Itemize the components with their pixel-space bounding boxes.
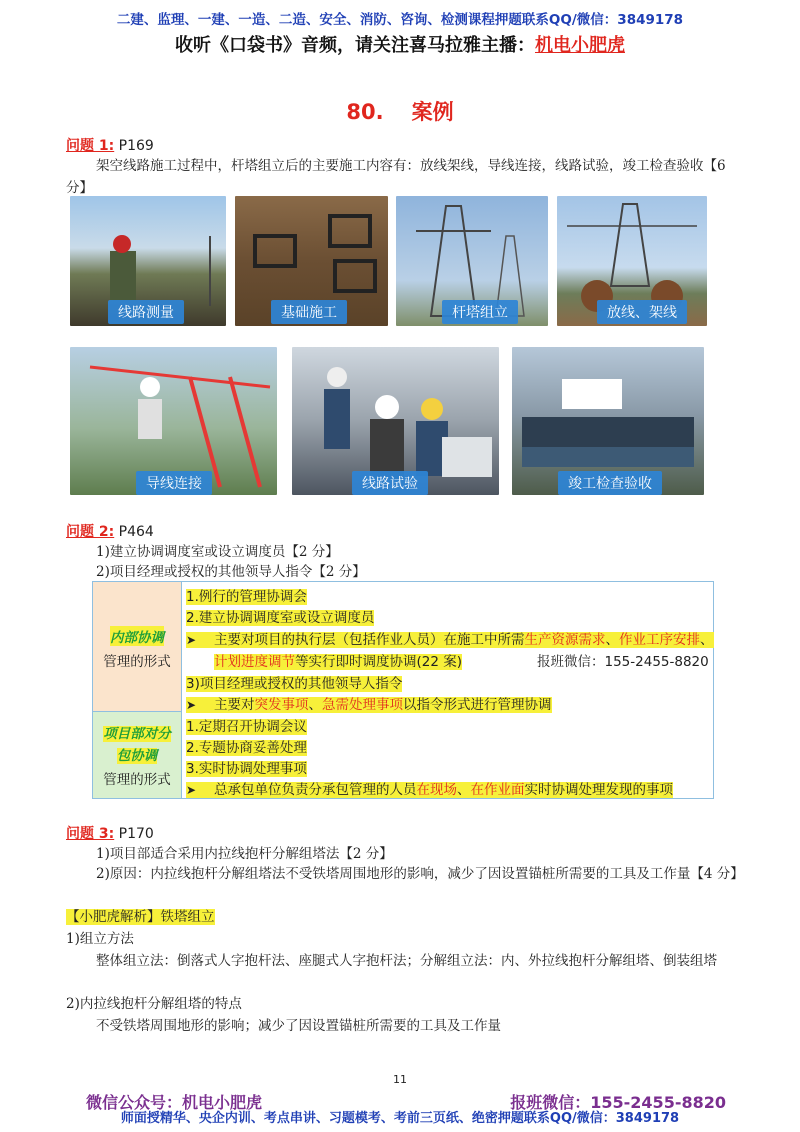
- photo-foundation: [235, 196, 388, 326]
- footer-bottom: 师面授精华、央企内训、考点串讲、习题模考、考前三页纸、绝密押题联系QQ/微信：3849178: [120, 1111, 680, 1126]
- arrow-bullet-icon-2: ➤: [186, 698, 197, 712]
- internal-bullet-2-b: 以指令形式进行管理协调: [403, 697, 552, 713]
- analysis-label: 【小肥虎解析】铁塔组立: [66, 909, 215, 925]
- photo-caption-survey: 线路测量: [108, 300, 184, 324]
- subcontract-bullet: [186, 778, 673, 798]
- internal-title: 内部协调: [110, 626, 164, 646]
- q2-heading: [66, 521, 154, 541]
- subcontract-item-3: 3.实时协调处理事项: [186, 761, 307, 777]
- q2-label: 问题 2:: [66, 524, 115, 540]
- subtitle-prefix: 收听《口袋书》音频，请关注喜马拉雅主播：: [175, 35, 535, 56]
- case-number: 80.: [346, 100, 384, 124]
- subcontract-title-b: 包协调: [116, 748, 158, 764]
- internal-bullet-1-b: 等实行即时调度协调(22 案): [295, 654, 463, 670]
- internal-bullet-2-red1: 突发事项: [254, 697, 309, 713]
- q1-heading: [66, 135, 154, 155]
- analysis-sub1: 1)组立方法: [66, 931, 134, 947]
- subcontract-title-a: 项目部对分: [103, 726, 171, 742]
- photo-survey: [70, 196, 226, 326]
- subtitle-brand: 机电小肥虎: [535, 35, 625, 56]
- internal-bullet-1-sep: 、: [605, 632, 619, 648]
- analysis-heading: [66, 906, 215, 928]
- internal-bullet-1-red1: 生产资源需求: [524, 632, 606, 648]
- photo-caption-stringing: 放线、架线: [597, 300, 687, 324]
- internal-item-3: 3)项目经理或授权的其他领导人指令: [186, 676, 403, 692]
- subtitle: [0, 31, 800, 57]
- coordination-table: [92, 581, 714, 799]
- internal-bullet-1-a: 主要对项目的执行层（包括作业人员）在施工中所需: [214, 632, 525, 648]
- q2-answer-1: 1)建立协调调度室或设立调度员【2 分】: [96, 544, 339, 560]
- photo-acceptance: [512, 347, 704, 495]
- internal-bullet-2-sep: 、: [308, 697, 322, 713]
- q3-label: 问题 3:: [66, 826, 115, 842]
- internal-bullet-2-a: 主要对: [214, 697, 255, 713]
- internal-bullet-1-cont: [214, 650, 462, 670]
- q2-answer-2: 2)项目经理或授权的其他领导人指令【2 分】: [96, 564, 366, 580]
- q1-answer: 架空线路施工过程中，杆塔组立后的主要施工内容有：放线架线，导线连接，线路试验，竣工检查验收【6 分】: [66, 158, 726, 196]
- internal-bullet-1-tail: 、: [700, 632, 714, 648]
- subcontract-item-2: 2.专题协商妥善处理: [186, 740, 307, 756]
- photo-conductor: [70, 347, 277, 495]
- internal-bullet-1-red3: 计划进度调节: [214, 654, 295, 670]
- arrow-bullet-icon: ➤: [186, 633, 197, 647]
- analysis-sub2-text: 不受铁塔周围地形的影响；减少了因设置锚桩所需要的工具及工作量: [96, 1018, 501, 1034]
- page-number: 11: [393, 1073, 407, 1086]
- q3-heading: [66, 823, 154, 843]
- internal-bullet-1-red2: 作业工序安排: [619, 632, 700, 648]
- subcontract-bullet-red2: 在作业面: [470, 782, 525, 798]
- q1-label: 问题 1:: [66, 138, 115, 154]
- photo-caption-foundation: 基础施工: [271, 300, 347, 324]
- internal-bullet-2: [186, 693, 552, 713]
- footer-left: 微信公众号：机电小肥虎: [86, 1093, 263, 1112]
- contact-wechat: 报班微信：155-2455-8820: [537, 654, 709, 670]
- subcontract-bullet-red1: 在现场: [416, 782, 457, 798]
- photo-tower: [396, 196, 548, 326]
- subcontract-form: 管理的形式: [103, 772, 171, 788]
- photo-caption-test: 线路试验: [352, 471, 428, 495]
- case-title: [0, 96, 800, 126]
- internal-item-2: 2.建立协调调度室或设立调度员: [186, 610, 375, 626]
- subcontract-bullet-a: 总承包单位负责分承包管理的人员: [214, 782, 417, 798]
- internal-item-1: 1.例行的管理协调会: [186, 589, 307, 605]
- q3-answer-1: 1)项目部适合采用内拉线抱杆分解组塔法【2 分】: [96, 846, 393, 862]
- internal-form: 管理的形式: [103, 654, 171, 670]
- photo-caption-tower: 杆塔组立: [442, 300, 518, 324]
- subcontract-coordination-label: [93, 712, 182, 798]
- analysis-sub2: 2)内拉线抱杆分解组塔的特点: [66, 996, 242, 1012]
- subcontract-item-1: 1.定期召开协调会议: [186, 719, 307, 735]
- photo-caption-conductor: 导线连接: [136, 471, 212, 495]
- top-banner: 二建、监理、一建、一造、二造、安全、消防、咨询、检测课程押题联系QQ/微信：3849178: [116, 12, 684, 28]
- internal-bullet-1: [186, 628, 714, 648]
- case-title-text: 案例: [411, 100, 454, 124]
- photo-test: [292, 347, 499, 495]
- internal-coordination-label: [93, 582, 182, 712]
- photo-caption-acceptance: 竣工检查验收: [558, 471, 662, 495]
- analysis-sub1-text: 整体组立法：倒落式人字抱杆法、座腿式人字抱杆法；分解组立法：内、外拉线抱杆分解组塔、倒装组塔: [96, 953, 717, 969]
- q1-page: P169: [118, 138, 154, 154]
- subcontract-bullet-sep: 、: [457, 782, 471, 798]
- footer-right: 报班微信：155-2455-8820: [510, 1093, 726, 1112]
- q2-page: P464: [118, 524, 154, 540]
- photo-stringing: [557, 196, 707, 326]
- q3-page: P170: [118, 826, 154, 842]
- subcontract-bullet-b: 实时协调处理发现的事项: [524, 782, 673, 798]
- arrow-bullet-icon-3: ➤: [186, 783, 197, 797]
- internal-bullet-2-red2: 急需处理事项: [322, 697, 403, 713]
- q3-answer-2: 2)原因：内拉线抱杆分解组塔法不受铁塔周围地形的影响，减少了因设置锚桩所需要的工具及工作量【4 分】: [96, 866, 744, 882]
